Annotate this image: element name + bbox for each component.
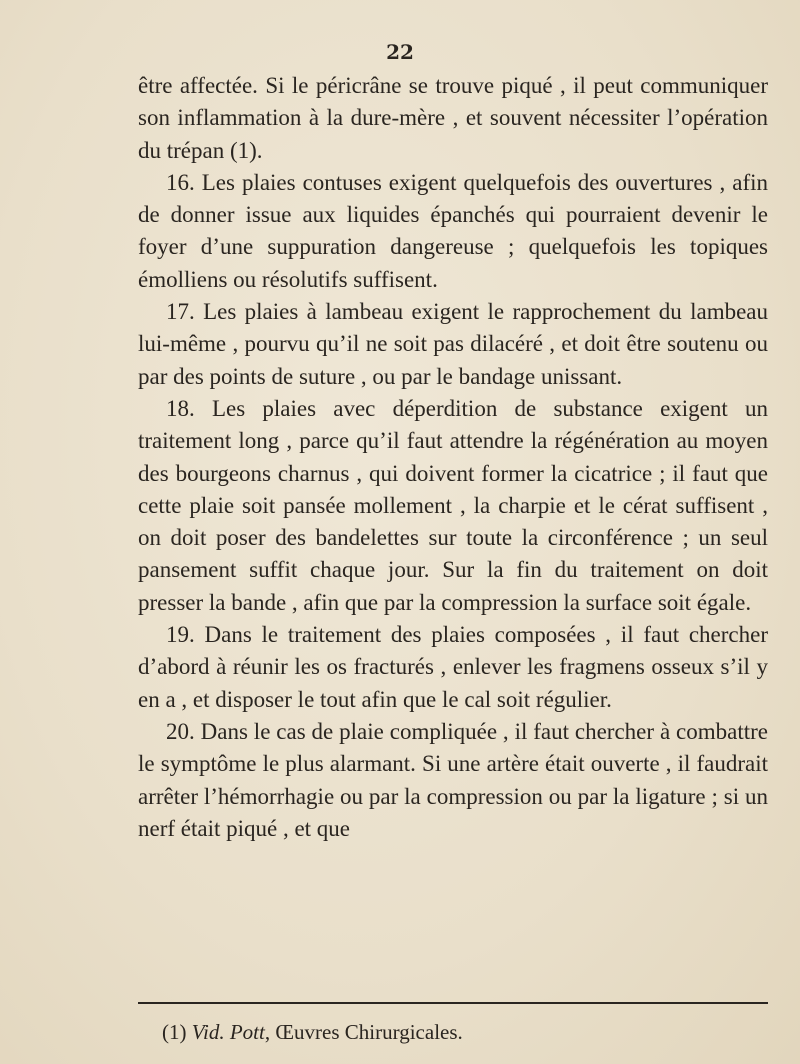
footnote-ref: Vid. bbox=[191, 1020, 225, 1044]
footnote-marker: (1) bbox=[162, 1020, 187, 1044]
paragraph-19: 19. Dans le traitement des plaies composées , il faut chercher d’abord à réunir les os fracturés , enlever les fragmens osseux s’il y en a , et disposer le tout afin que le cal soit régulier. bbox=[138, 622, 768, 712]
footnote-title: , Œuvres Chirurgicales. bbox=[264, 1020, 463, 1044]
paragraph-17: 17. Les plaies à lambeau exigent le rapprochement du lambeau lui-même , pourvu qu’il ne soit pas dilacéré , et doit être soutenu ou par des points de suture , ou par le bandage unissant. bbox=[138, 299, 768, 389]
paragraph-16: 16. Les plaies contuses exigent quelquefois des ouvertures , afin de donner issue aux liquides épanchés qui pourraient devenir le foyer d’une suppuration dangereuse ; quelquefois les topiques émolliens ou résolutifs suffisent. bbox=[138, 169, 768, 292]
footnote-author: Pott bbox=[229, 1020, 265, 1044]
page-number: 22 bbox=[386, 40, 414, 64]
paragraph-18: 18. Les plaies avec déperdition de substance exigent un traitement long , parce qu’il faut attendre la régénération au moyen des bourgeons charnus , qui doivent former la cicatrice ; il faut que cette plaie soit pansée mollement , la charpie et le cérat suffisent , on doit poser des bandelettes sur toute la circonférence ; un seul pansement suffit chaque jour. Sur la fin du traitement on doit presser la bande , afin que par la compression la surface soit égale. bbox=[138, 395, 768, 615]
footnote bbox=[162, 1020, 762, 1045]
body-text bbox=[138, 70, 768, 845]
footnote-divider bbox=[138, 1002, 768, 1004]
paragraph-continuation: être affectée. Si le péricrâne se trouve piqué , il peut communiquer son inflammation à la dure-mère , et souvent nécessiter l’opération du trépan (1). bbox=[138, 73, 768, 163]
paragraph-20: 20. Dans le cas de plaie compliquée , il faut chercher à combattre le symptôme le plus alarmant. Si une artère était ouverte , il faudrait arrêter l’hémorrhagie ou par la compression ou par la ligature ; si un nerf était piqué , et que bbox=[138, 718, 768, 841]
